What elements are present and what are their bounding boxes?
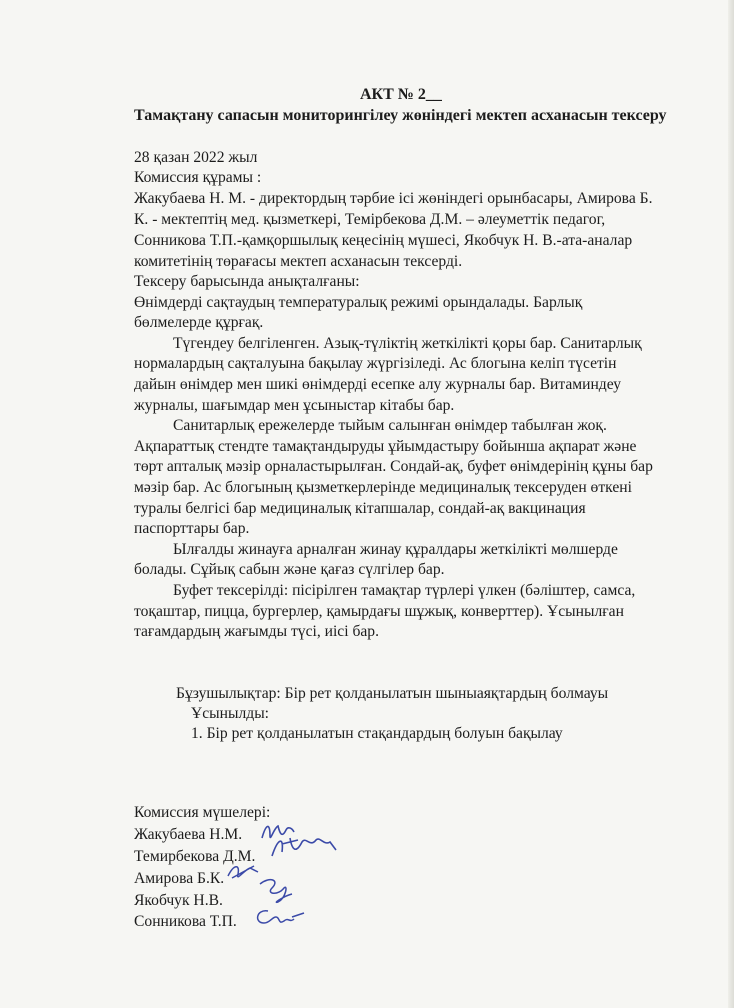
act-date: 28 қазан 2022 жыл	[134, 149, 258, 166]
recommend-label: Ұсынылды:	[191, 705, 270, 722]
body-line: тағамдардың жағымды түсі, иісі бар.	[134, 623, 380, 640]
member-name: Жакубаева Н.М.	[134, 826, 243, 843]
scan-edge	[728, 0, 734, 1008]
body-line: төрт апталық мәзір орналастырылған. Сондай-ақ, буфет өнімдерінің құны бар	[134, 458, 653, 475]
body-line: Сонникова Т.П.-қамқоршылық кеңесінің мүшесі, Якобчук Н. В.-ата-аналар	[134, 232, 633, 249]
body-line: дайын өнімдер мен шикі өнімдерді есепке алу журналы бар. Витаминдеу	[134, 376, 622, 393]
body-line: журналы, шағымдар мен ұсыныстар кітабы бар.	[134, 397, 455, 414]
act-title: АКТ № 2__	[360, 86, 442, 103]
member-name: Амирова Б.К.	[134, 870, 225, 887]
body-line: Санитарлық ережелерде тыйым салынған өнімдер табылған жоқ.	[173, 417, 607, 434]
body-line: Буфет тексерілді: пісірілген тамақтар түрлері үлкен (бәліштер, самса,	[173, 582, 636, 599]
body-line: Ылғалды жинауға арналған жинау құралдары жеткілікті мөлшерде	[173, 541, 618, 558]
body-line: паспорттары бар.	[134, 520, 250, 537]
signature-sonnikova	[250, 903, 306, 933]
member-name: Темирбекова Д.М.	[134, 848, 256, 865]
body-line: Өнімдерді сақтаудың температуралық режимі орындалады. Барлық	[134, 294, 583, 311]
body-line: комитетінің төрағасы мектеп асханасын тексерді.	[134, 253, 463, 270]
body-line: туралы белгісі бар медициналық кітапшалар, сондай-ақ вакцинация	[134, 500, 586, 517]
member-name: Сонникова Т.П.	[134, 913, 237, 930]
act-subtitle: Тамақтану сапасын мониторингілеу жөніндегі мектеп асханасын тексеру	[134, 107, 667, 124]
commission-label: Комиссия құрамы :	[134, 169, 262, 186]
body-line: болады. Сұйық сабын және қағаз сүлгілер бар.	[134, 561, 445, 578]
body-line: нормалардың сақталуына бақылау жүргізіледі. Ас блогына келіп түсетін	[134, 355, 617, 372]
signature-temirbekova	[268, 830, 340, 864]
violations-line: Бұзушылықтар: Бір рет қолданылатын шыныаяқтардың болмауы	[176, 685, 609, 702]
body-line: Жакубаева Н. М. - директордың тәрбие ісі жөніндегі орынбасары, Амирова Б.	[134, 190, 653, 207]
recommend-item: 1. Бір рет қолданылатын стақандардың болуын бақылау	[191, 725, 563, 742]
body-line: бөлмелерде құрғақ.	[134, 314, 264, 331]
member-name: Якобчук Н.В.	[134, 892, 223, 909]
body-line: Түгендеу белгіленген. Азық-түліктің жеткілікті қоры бар. Санитарлық	[173, 335, 642, 352]
commission-members-label: Комиссия мүшелері:	[134, 804, 271, 821]
body-line: мәзір бар. Ас блогының қызметкерлерінде медициналық тексеруден өткені	[134, 479, 632, 496]
body-line: тоқаштар, пицца, бургерлер, қамырдағы шұжық, конверттер). Ұсынылған	[134, 603, 624, 620]
body-line: Тексеру барысында анықталғаны:	[134, 273, 360, 290]
body-line: Ақпараттық стендте тамақтандыруды ұйымдастыру бойынша ақпарат және	[134, 438, 637, 455]
body-line: К. - мектептің мед. қызметкері, Темірбекова Д.М. – әлеуметтік педагог,	[134, 211, 606, 228]
